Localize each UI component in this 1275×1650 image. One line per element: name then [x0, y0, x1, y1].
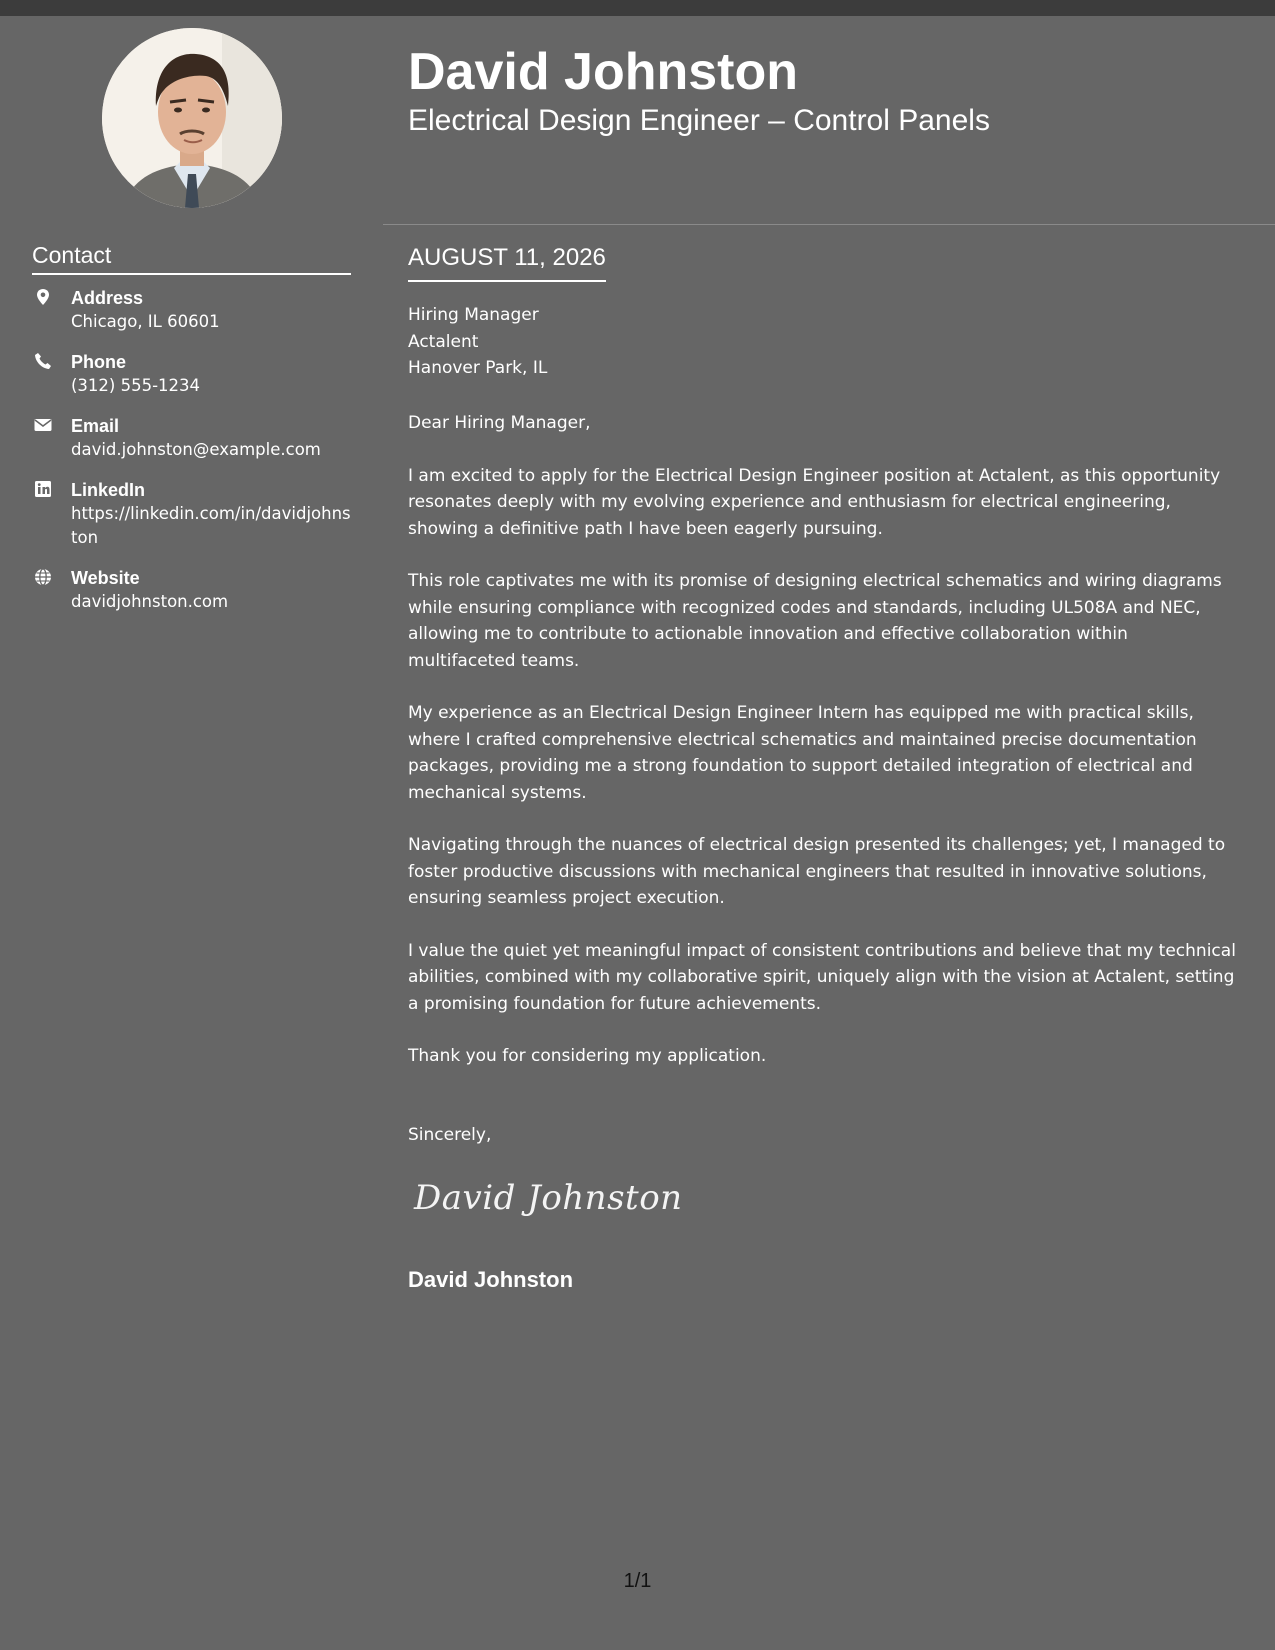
contact-label: Phone	[71, 352, 127, 372]
profile-photo	[102, 28, 282, 208]
paragraph: Navigating through the nuances of electrical design presented its challenges; yet, I managed to foster productive discussions with mechanical engineers that resulted in innovative solutions, ensuring seamless project execution.	[408, 835, 1226, 908]
contact-label: Website	[71, 568, 140, 588]
contact-label: LinkedIn	[71, 480, 146, 500]
contact-value: https://linkedin.com/in/davidjohnston	[71, 504, 351, 547]
avatar	[102, 28, 282, 208]
contact-value: davidjohnston.com	[71, 592, 229, 611]
paragraph: My experience as an Electrical Design Engineer Intern has equipped me with practical skills, where I crafted comprehensive electrical schematics and maintained precise documentation packages, providing me a strong foundation to support detailed integration of electrical and mechanical systems.	[408, 703, 1197, 803]
contact-label: Email	[71, 416, 120, 436]
applicant-name: David Johnston	[408, 43, 799, 101]
paragraph: This role captivates me with its promise of designing electrical schematics and wiring diagrams while ensuring compliance with recognized codes and standards, including UL508A and NEC, allowing me to contribute to actionable innovation and effective collaboration within multifaceted teams.	[408, 571, 1222, 671]
paragraph: Thank you for considering my application.	[408, 1046, 767, 1066]
phone-icon	[34, 352, 52, 370]
handwritten-signature: David Johnston	[414, 1178, 683, 1218]
globe-icon	[34, 568, 52, 586]
contact-label: Address	[71, 288, 144, 308]
salutation: Dear Hiring Manager,	[408, 413, 591, 433]
contact-heading: Contact	[32, 242, 351, 275]
page-number: 1/1	[623, 1570, 652, 1592]
linkedin-icon	[34, 480, 52, 498]
recipient-location: Hanover Park, IL	[408, 358, 548, 378]
paragraph: I am excited to apply for the Electrical Design Engineer position at Actalent, as this opportunity resonates deeply with my evolving experience and enthusiasm for electrical engineering, showing a definitive path I have been eagerly pursuing.	[408, 465, 1221, 539]
recipient-company: Actalent	[408, 331, 479, 352]
contact-linkedin	[32, 478, 352, 550]
paragraph: I value the quiet yet meaningful impact of consistent contributions and believe that my technical abilities, combined with my collaborative spirit, uniquely align with the vision at Actalent, setting a promising foundation for future achievements.	[408, 940, 1236, 1014]
contact-website	[32, 566, 352, 614]
contact-email	[32, 414, 352, 462]
contact-value: david.johnston@example.com	[71, 440, 321, 459]
recipient-name: Hiring Manager	[408, 305, 539, 325]
contact-address	[32, 286, 352, 334]
recipient-block	[408, 302, 547, 382]
letter-date: AUGUST 11, 2026	[408, 242, 606, 282]
applicant-title: Electrical Design Engineer – Control Panels	[408, 104, 990, 137]
contact-list	[32, 286, 352, 630]
contact-phone	[32, 350, 352, 398]
top-bar	[0, 0, 1275, 16]
contact-value: Chicago, IL 60601	[71, 312, 220, 331]
contact-value: (312) 555-1234	[71, 376, 201, 395]
location-pin-icon	[34, 288, 52, 306]
envelope-icon	[34, 416, 52, 434]
closing: Sincerely,	[408, 1125, 492, 1145]
letter-content	[408, 410, 1240, 1096]
header-divider	[383, 224, 1275, 225]
signer-name: David Johnston	[408, 1267, 574, 1292]
